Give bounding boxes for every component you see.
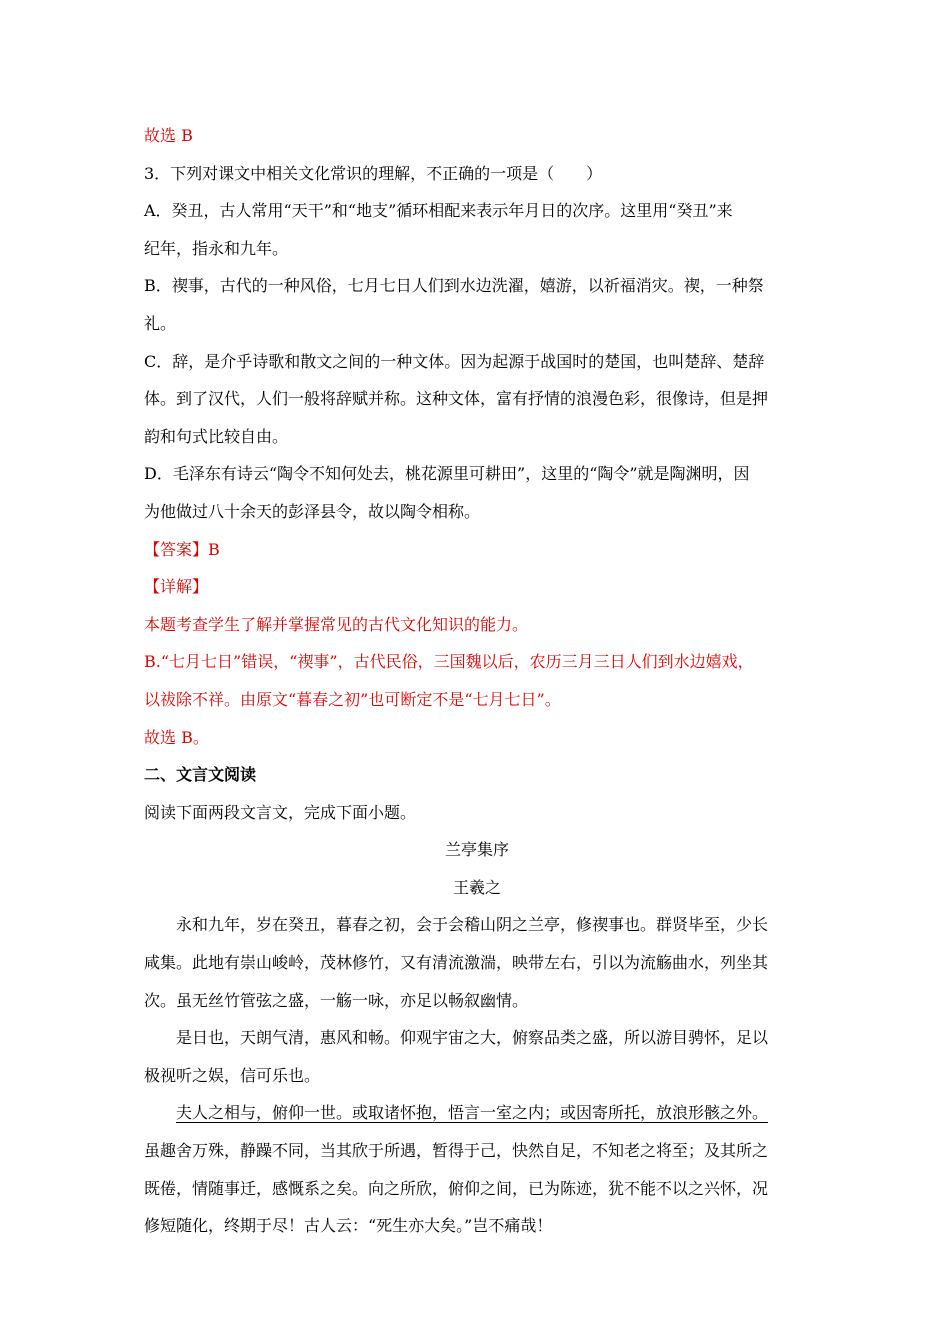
option-b-cont: 礼。: [144, 313, 177, 333]
option-c: C．辞，是介乎诗歌和散文之间的一种文体。因为起源于战国时的楚国，也叫楚辞、楚辞: [144, 351, 765, 371]
option-c-cont: 体。到了汉代，人们一般将辞赋并称。这种文体，富有抒情的浪漫色彩，很像诗，但是押: [144, 389, 769, 409]
explanation-label: 【详解】: [144, 577, 209, 597]
answer-label: 【答案】B: [144, 539, 220, 559]
passage-line: 修短随化，终期于尽！古人云：“死生亦大矣。”岂不痛哉！: [144, 1216, 553, 1236]
passage-title: 兰亭集序: [444, 840, 509, 860]
passage-paragraph: 永和九年，岁在癸丑，暮春之初，会于会稽山阴之兰亭，修禊事也。群贤毕至，少长: [176, 915, 769, 935]
passage-line: 既倦，情随事迁，感慨系之矣。向之所欣，俯仰之间，已为陈迹，犹不能不以之兴怀，况: [144, 1178, 769, 1198]
question-stem: 3．下列对课文中相关文化常识的理解，不正确的一项是（ ）: [144, 163, 603, 183]
option-a-cont: 纪年，指永和九年。: [144, 238, 289, 258]
passage-line: 次。虽无丝竹管弦之盛，一觞一咏，亦足以畅叙幽情。: [144, 990, 529, 1010]
explanation-text: B.“七月七日”错误，“禊事”，古代民俗，三国魏以后，农历三月三日人们到水边嬉戏，: [144, 652, 754, 672]
answer-conclusion: 故选 B。: [144, 727, 209, 747]
option-c-cont: 韵和句式比较自由。: [144, 426, 289, 446]
explanation-text: 以祓除不祥。由原文“暮春之初”也可断定不是“七月七日”。: [144, 689, 561, 709]
answer-conclusion: 故选 B: [144, 126, 193, 145]
option-d-cont: 为他做过八十余天的彭泽县令，故以陶令相称。: [144, 501, 481, 521]
document-body: [144, 117, 810, 1245]
underlined-sentence: 夫人之相与，俯仰一世。或取诸怀抱，悟言一室之内；或因寄所托，放浪形骸之外。: [176, 1103, 769, 1123]
option-a: A．癸丑，古人常用“天干”和“地支”循环相配来表示年月日的次序。这里用“癸丑”来: [144, 201, 733, 221]
passage-line: 咸集。此地有崇山峻岭，茂林修竹，又有清流激湍，映带左右，引以为流觞曲水，列坐其: [144, 953, 769, 973]
passage-paragraph-underlined: [144, 1094, 810, 1132]
passage-line: 极视听之娱，信可乐也。: [144, 1065, 321, 1085]
passage-paragraph: 是日也，天朗气清，惠风和畅。仰观宇宙之大，俯察品类之盛，所以游目骋怀，足以: [176, 1028, 769, 1048]
passage-author: 王羲之: [452, 877, 501, 897]
section-instruction: 阅读下面两段文言文，完成下面小题。: [144, 802, 417, 822]
option-d: D．毛泽东有诗云“陶令不知何处去，桃花源里可耕田”，这里的“陶令”就是陶渊明，因: [144, 464, 750, 484]
section-heading: 二、文言文阅读: [144, 765, 257, 785]
explanation-text: 本题考查学生了解并掌握常见的古代文化知识的能力。: [144, 614, 529, 634]
option-b: B．禊事，古代的一种风俗，七月七日人们到水边洗濯，嬉游，以祈福消灾。禊，一种祭: [144, 276, 764, 296]
passage-line: 虽趣舍万殊，静躁不同，当其欣于所遇，暂得于己，快然自足，不知老之将至；及其所之: [144, 1141, 769, 1161]
